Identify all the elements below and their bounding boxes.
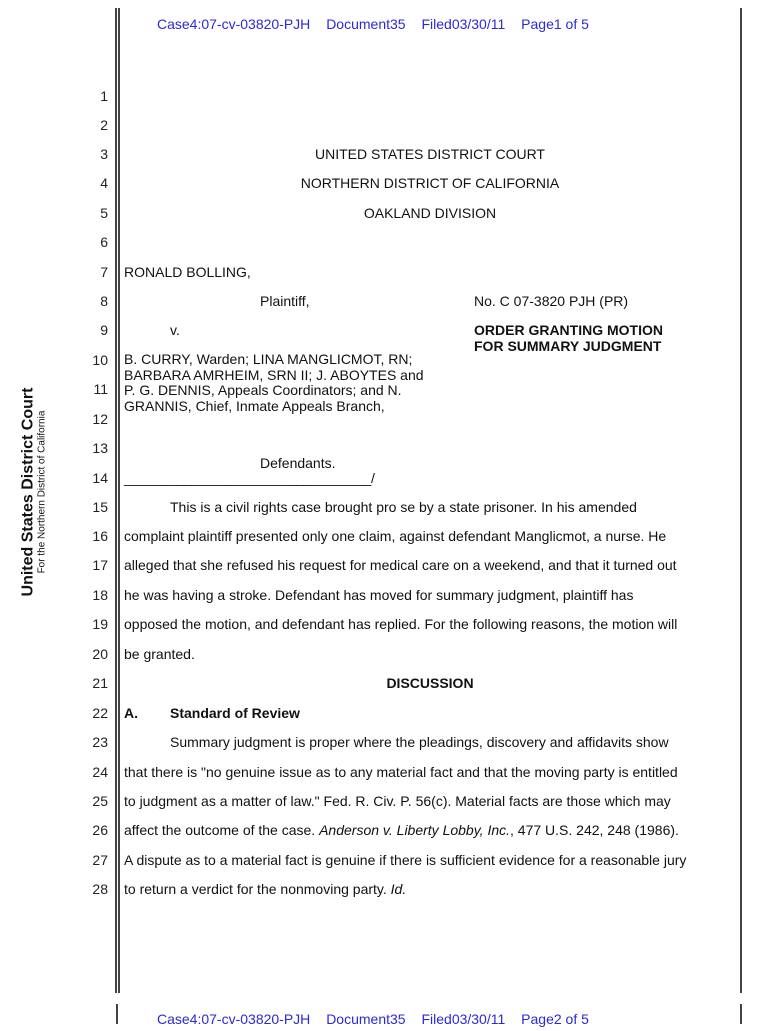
line-number: 18 xyxy=(92,587,108,603)
line-number: 21 xyxy=(92,675,108,691)
line-number: 28 xyxy=(92,881,108,897)
court-name: UNITED STATES DISTRICT COURT xyxy=(315,146,545,162)
section-a-label: A. xyxy=(124,705,138,721)
defendants-role: Defendants. xyxy=(260,455,336,471)
order-title-line1: ORDER GRANTING MOTION xyxy=(474,322,663,338)
line-number: 2 xyxy=(100,117,108,133)
body-line-26 xyxy=(124,822,679,838)
citation-id: Id. xyxy=(390,881,407,897)
section-a-title: Standard of Review xyxy=(170,705,300,721)
right-margin-rule-next xyxy=(740,1004,742,1024)
body-line-20: be granted. xyxy=(124,646,195,662)
line-number: 3 xyxy=(100,146,108,162)
versus-label: v. xyxy=(170,322,180,338)
line-number: 15 xyxy=(92,499,108,515)
body-line-27: A dispute as to a material fact is genuine if there is sufficient evidence for a reasonable jury xyxy=(124,852,687,868)
filing-header xyxy=(157,16,601,36)
line-number: 23 xyxy=(92,734,108,750)
body-line-19: opposed the motion, and defendant has replied. For the following reasons, the motion will xyxy=(124,616,678,632)
side-label-court: United States District Court xyxy=(19,387,37,597)
line-number: 14 xyxy=(92,470,108,486)
page-count-header: Page1 of 5 xyxy=(521,16,589,32)
line-number: 4 xyxy=(100,175,108,191)
line-number: 11 xyxy=(93,381,108,397)
body-line-16: complaint plaintiff presented only one claim, against defendant Manglicmot, a nurse. He xyxy=(124,528,667,544)
line-number: 25 xyxy=(92,793,108,809)
district-name: NORTHERN DISTRICT OF CALIFORNIA xyxy=(300,175,560,191)
division-name: OAKLAND DIVISION xyxy=(363,205,497,221)
discussion-heading: DISCUSSION xyxy=(386,675,474,691)
body-line-26-text: affect the outcome of the case. xyxy=(124,822,320,838)
line-number: 27 xyxy=(92,852,108,868)
side-label-district: For the Northern District of California xyxy=(36,410,48,574)
body-line-15: This is a civil rights case brought pro se by a state prisoner. In his amended xyxy=(170,499,637,515)
line-number: 22 xyxy=(92,705,108,721)
line-number: 17 xyxy=(92,557,108,573)
body-line-24: that there is "no genuine issue as to any material fact and that the moving party is entitled xyxy=(124,764,678,780)
court-side-label xyxy=(20,388,47,597)
left-margin-rule xyxy=(115,8,117,993)
case-number-header-next: Case4:07-cv-03820-PJH xyxy=(157,1011,311,1027)
case-number: No. C 07-3820 PJH (PR) xyxy=(474,293,629,309)
line-number: 26 xyxy=(92,822,108,838)
line-number: 10 xyxy=(92,352,108,368)
body-line-17: alleged that she refused his request for medical care on a weekend, and that it turned out xyxy=(124,557,677,573)
order-title-line2: FOR SUMMARY JUDGMENT xyxy=(474,338,662,354)
document-number-header-next: Document35 xyxy=(326,1011,406,1027)
next-page-header xyxy=(157,1011,601,1031)
plaintiff-role: Plaintiff, xyxy=(260,293,310,309)
filed-date-header-next: Filed03/30/11 xyxy=(421,1011,506,1027)
line-number: 16 xyxy=(92,528,108,544)
filed-date-header: Filed03/30/11 xyxy=(421,16,506,32)
line-number: 24 xyxy=(92,764,108,780)
left-margin-rule-next xyxy=(116,1004,118,1024)
page-count-header-next: Page2 of 5 xyxy=(521,1011,589,1027)
document-number-header: Document35 xyxy=(326,16,406,32)
line-number: 5 xyxy=(100,205,108,221)
body-line-25: to judgment as a matter of law." Fed. R. Civ. P. 56(c). Material facts are those which may xyxy=(124,793,671,809)
line-number: 1 xyxy=(100,88,108,104)
body-line-18: he was having a stroke. Defendant has moved for summary judgment, plaintiff has xyxy=(124,587,634,603)
line-number: 13 xyxy=(92,440,108,456)
case-number-header: Case4:07-cv-03820-PJH xyxy=(157,16,311,32)
line-number: 6 xyxy=(100,234,108,250)
defendants-caption: B. CURRY, Warden; LINA MANGLICMOT, RN; BARBARA AMRHEIM, SRN II; J. ABOYTES and P. G. DENNIS, Appeals Coordinators; and N. GRANNIS, Chief, Inmate Appeals Branch, xyxy=(124,351,424,414)
line-number: 12 xyxy=(92,411,108,427)
body-line-28 xyxy=(124,881,406,897)
line-number: 19 xyxy=(92,616,108,632)
body-line-28-text: to return a verdict for the nonmoving party. xyxy=(124,881,391,897)
case-citation-anderson: Anderson v. Liberty Lobby, Inc. xyxy=(319,822,511,838)
line-number: 20 xyxy=(92,646,108,662)
body-line-26-citation-tail: , 477 U.S. 242, 248 (1986). xyxy=(510,822,679,838)
body-line-23: Summary judgment is proper where the pleadings, discovery and affidavits show xyxy=(170,734,669,750)
caption-rule: _________________________________/ xyxy=(124,470,375,486)
line-number: 8 xyxy=(100,293,108,309)
line-number: 9 xyxy=(100,322,108,338)
line-number: 7 xyxy=(100,264,108,280)
plaintiff-name: RONALD BOLLING, xyxy=(124,264,251,280)
